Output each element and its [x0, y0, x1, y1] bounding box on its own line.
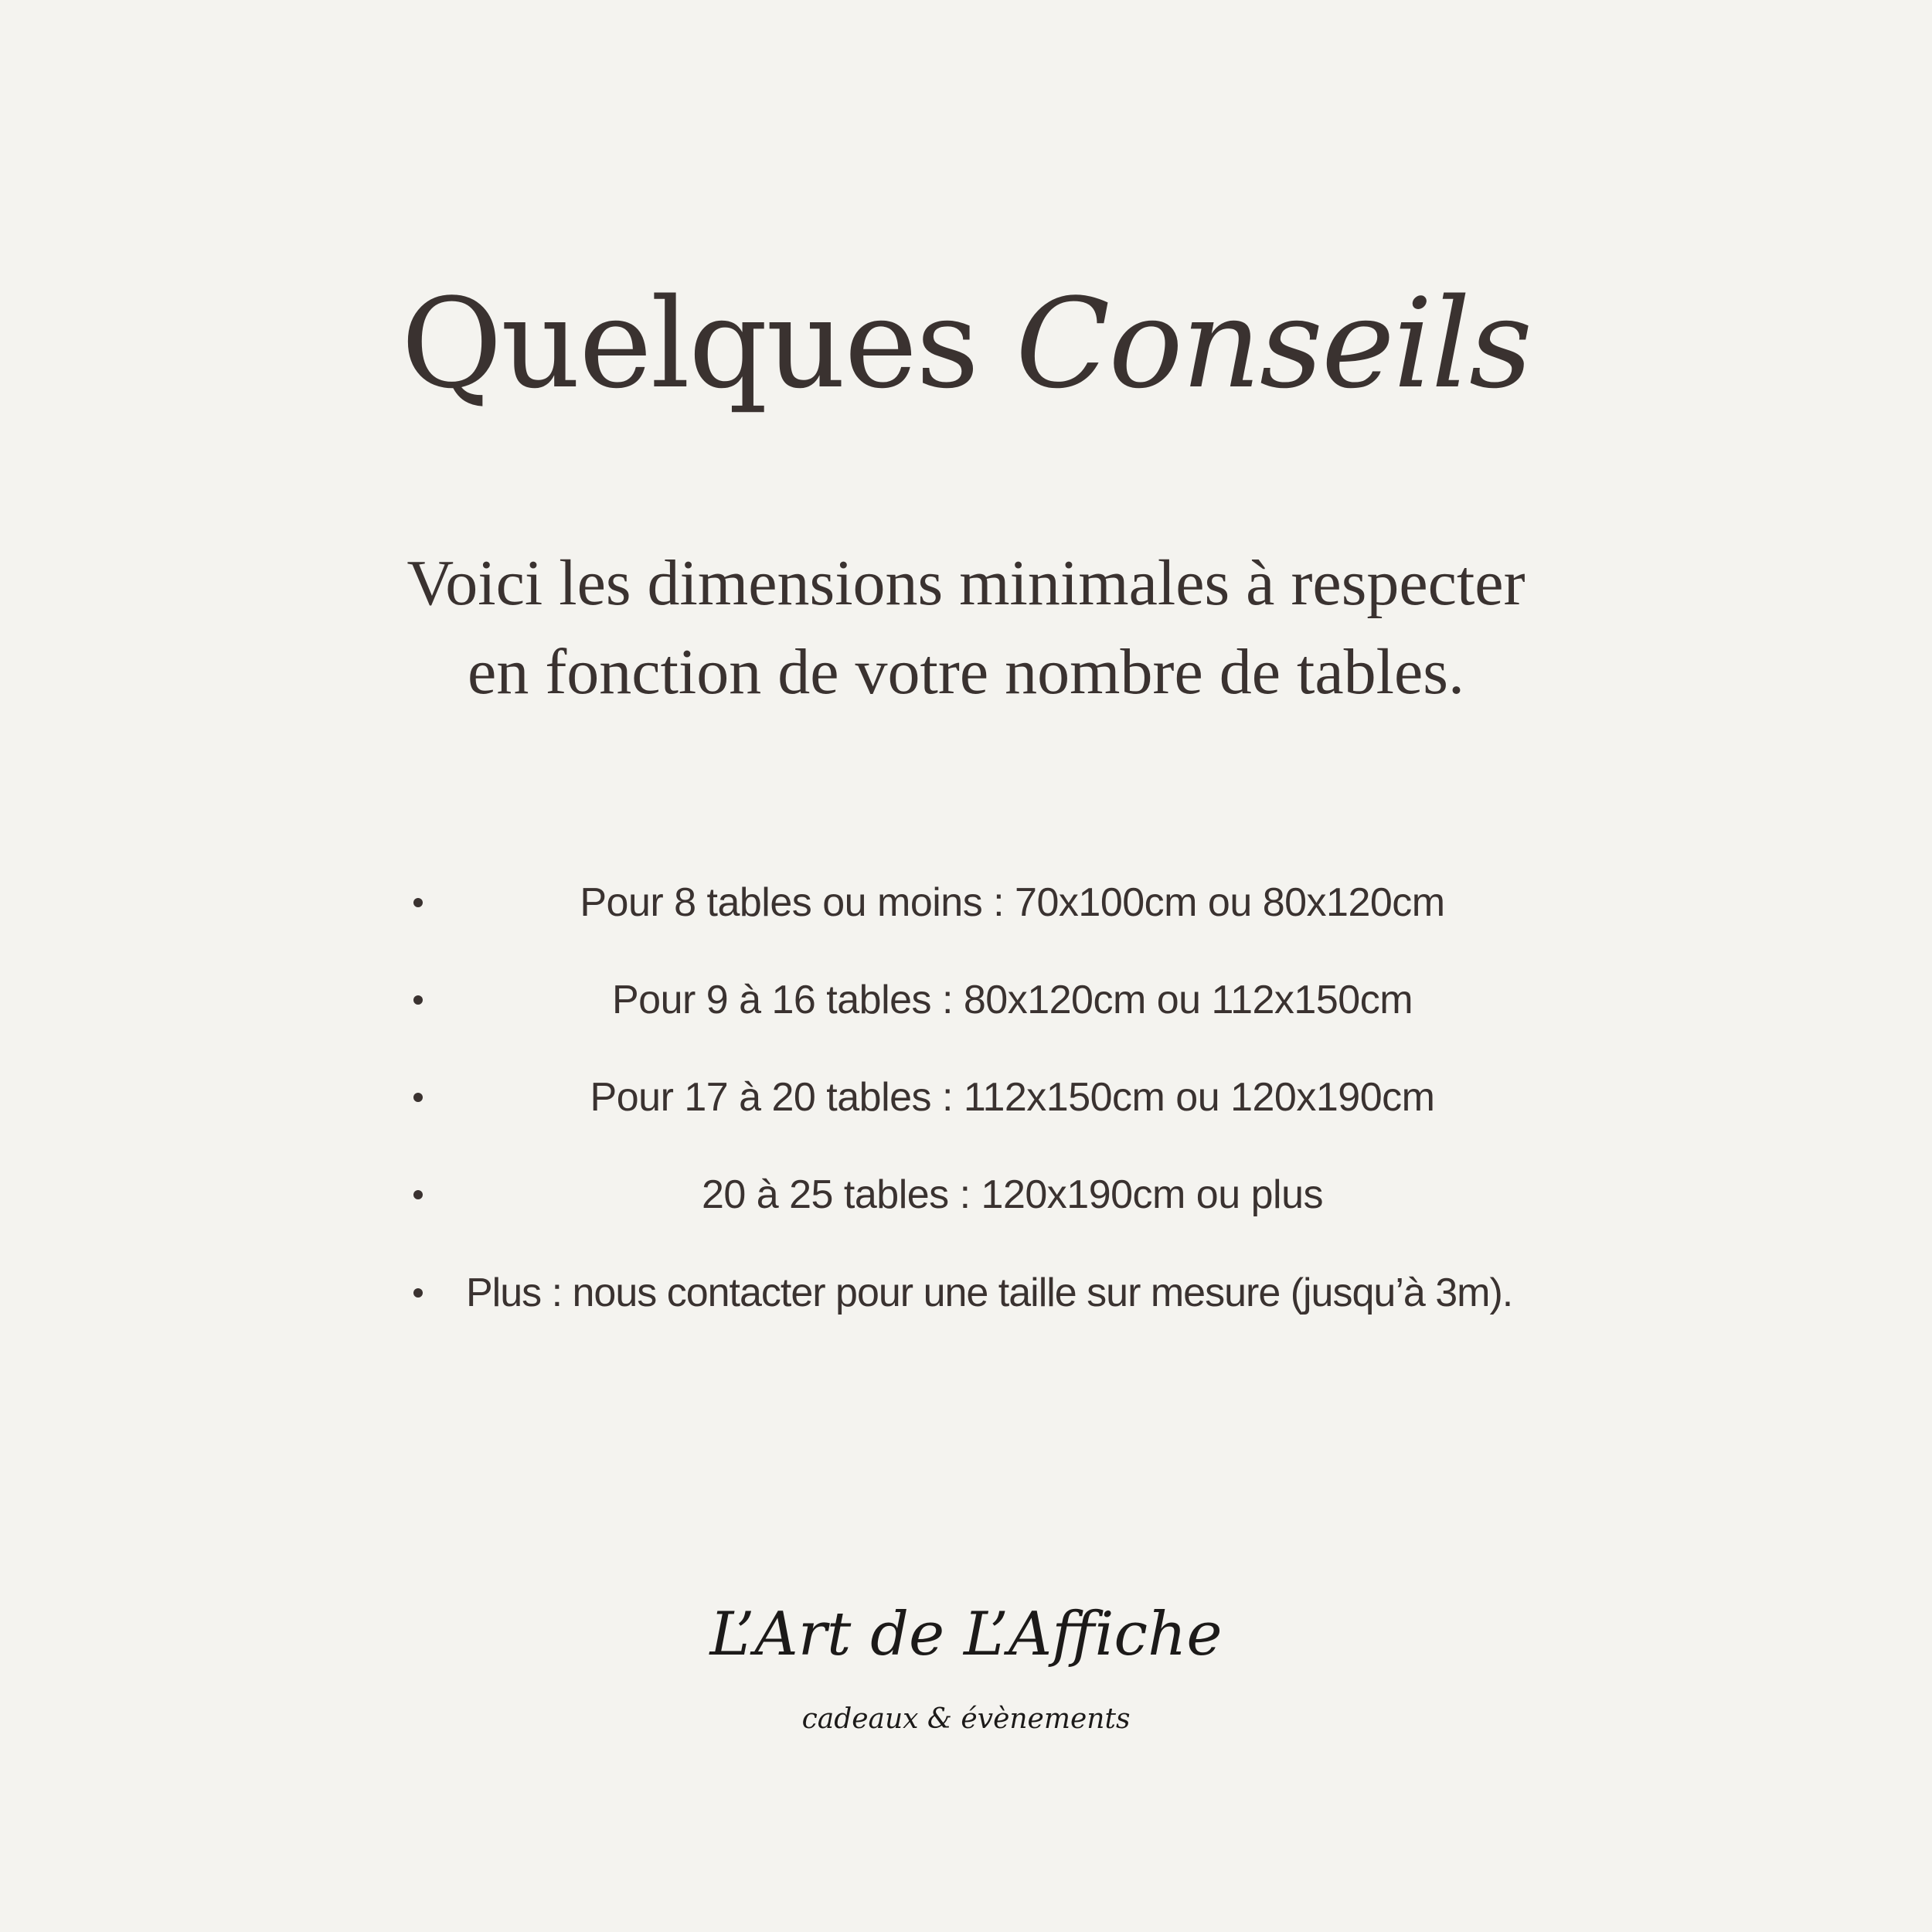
list-item	[386, 1164, 1561, 1226]
bullet-icon	[413, 898, 423, 907]
list-item	[386, 872, 1561, 934]
title-regular: Quelques	[400, 271, 978, 416]
intro-line-1: Voici les dimensions minimales à respecter	[406, 547, 1526, 619]
brand-logo: L’Art de L’Affiche	[709, 1600, 1223, 1669]
bullet-icon	[413, 1093, 423, 1102]
tip-text: Pour 17 à 20 tables : 112x150cm ou 120x190cm	[590, 1075, 1435, 1120]
bullet-icon	[413, 995, 423, 1005]
tip-text: Pour 9 à 16 tables : 80x120cm ou 112x150cm	[611, 978, 1413, 1022]
bullet-icon	[413, 1190, 423, 1199]
tip-text: 20 à 25 tables : 120x190cm ou plus	[701, 1172, 1323, 1217]
list-item	[386, 969, 1561, 1031]
list-item	[386, 1066, 1561, 1128]
tip-text: Plus : nous contacter pour une taille sur mesure (jusqu’à 3m).	[466, 1270, 1513, 1315]
bullet-icon	[413, 1288, 423, 1298]
brand-tagline: cadeaux & évènements	[801, 1703, 1131, 1735]
intro-line-2: en fonction de votre nombre de tables.	[468, 636, 1464, 708]
list-item	[386, 1262, 1561, 1324]
tip-text: Pour 8 tables ou moins : 70x100cm ou 80x120cm	[580, 880, 1445, 925]
title-italic: Conseils	[1015, 271, 1532, 416]
